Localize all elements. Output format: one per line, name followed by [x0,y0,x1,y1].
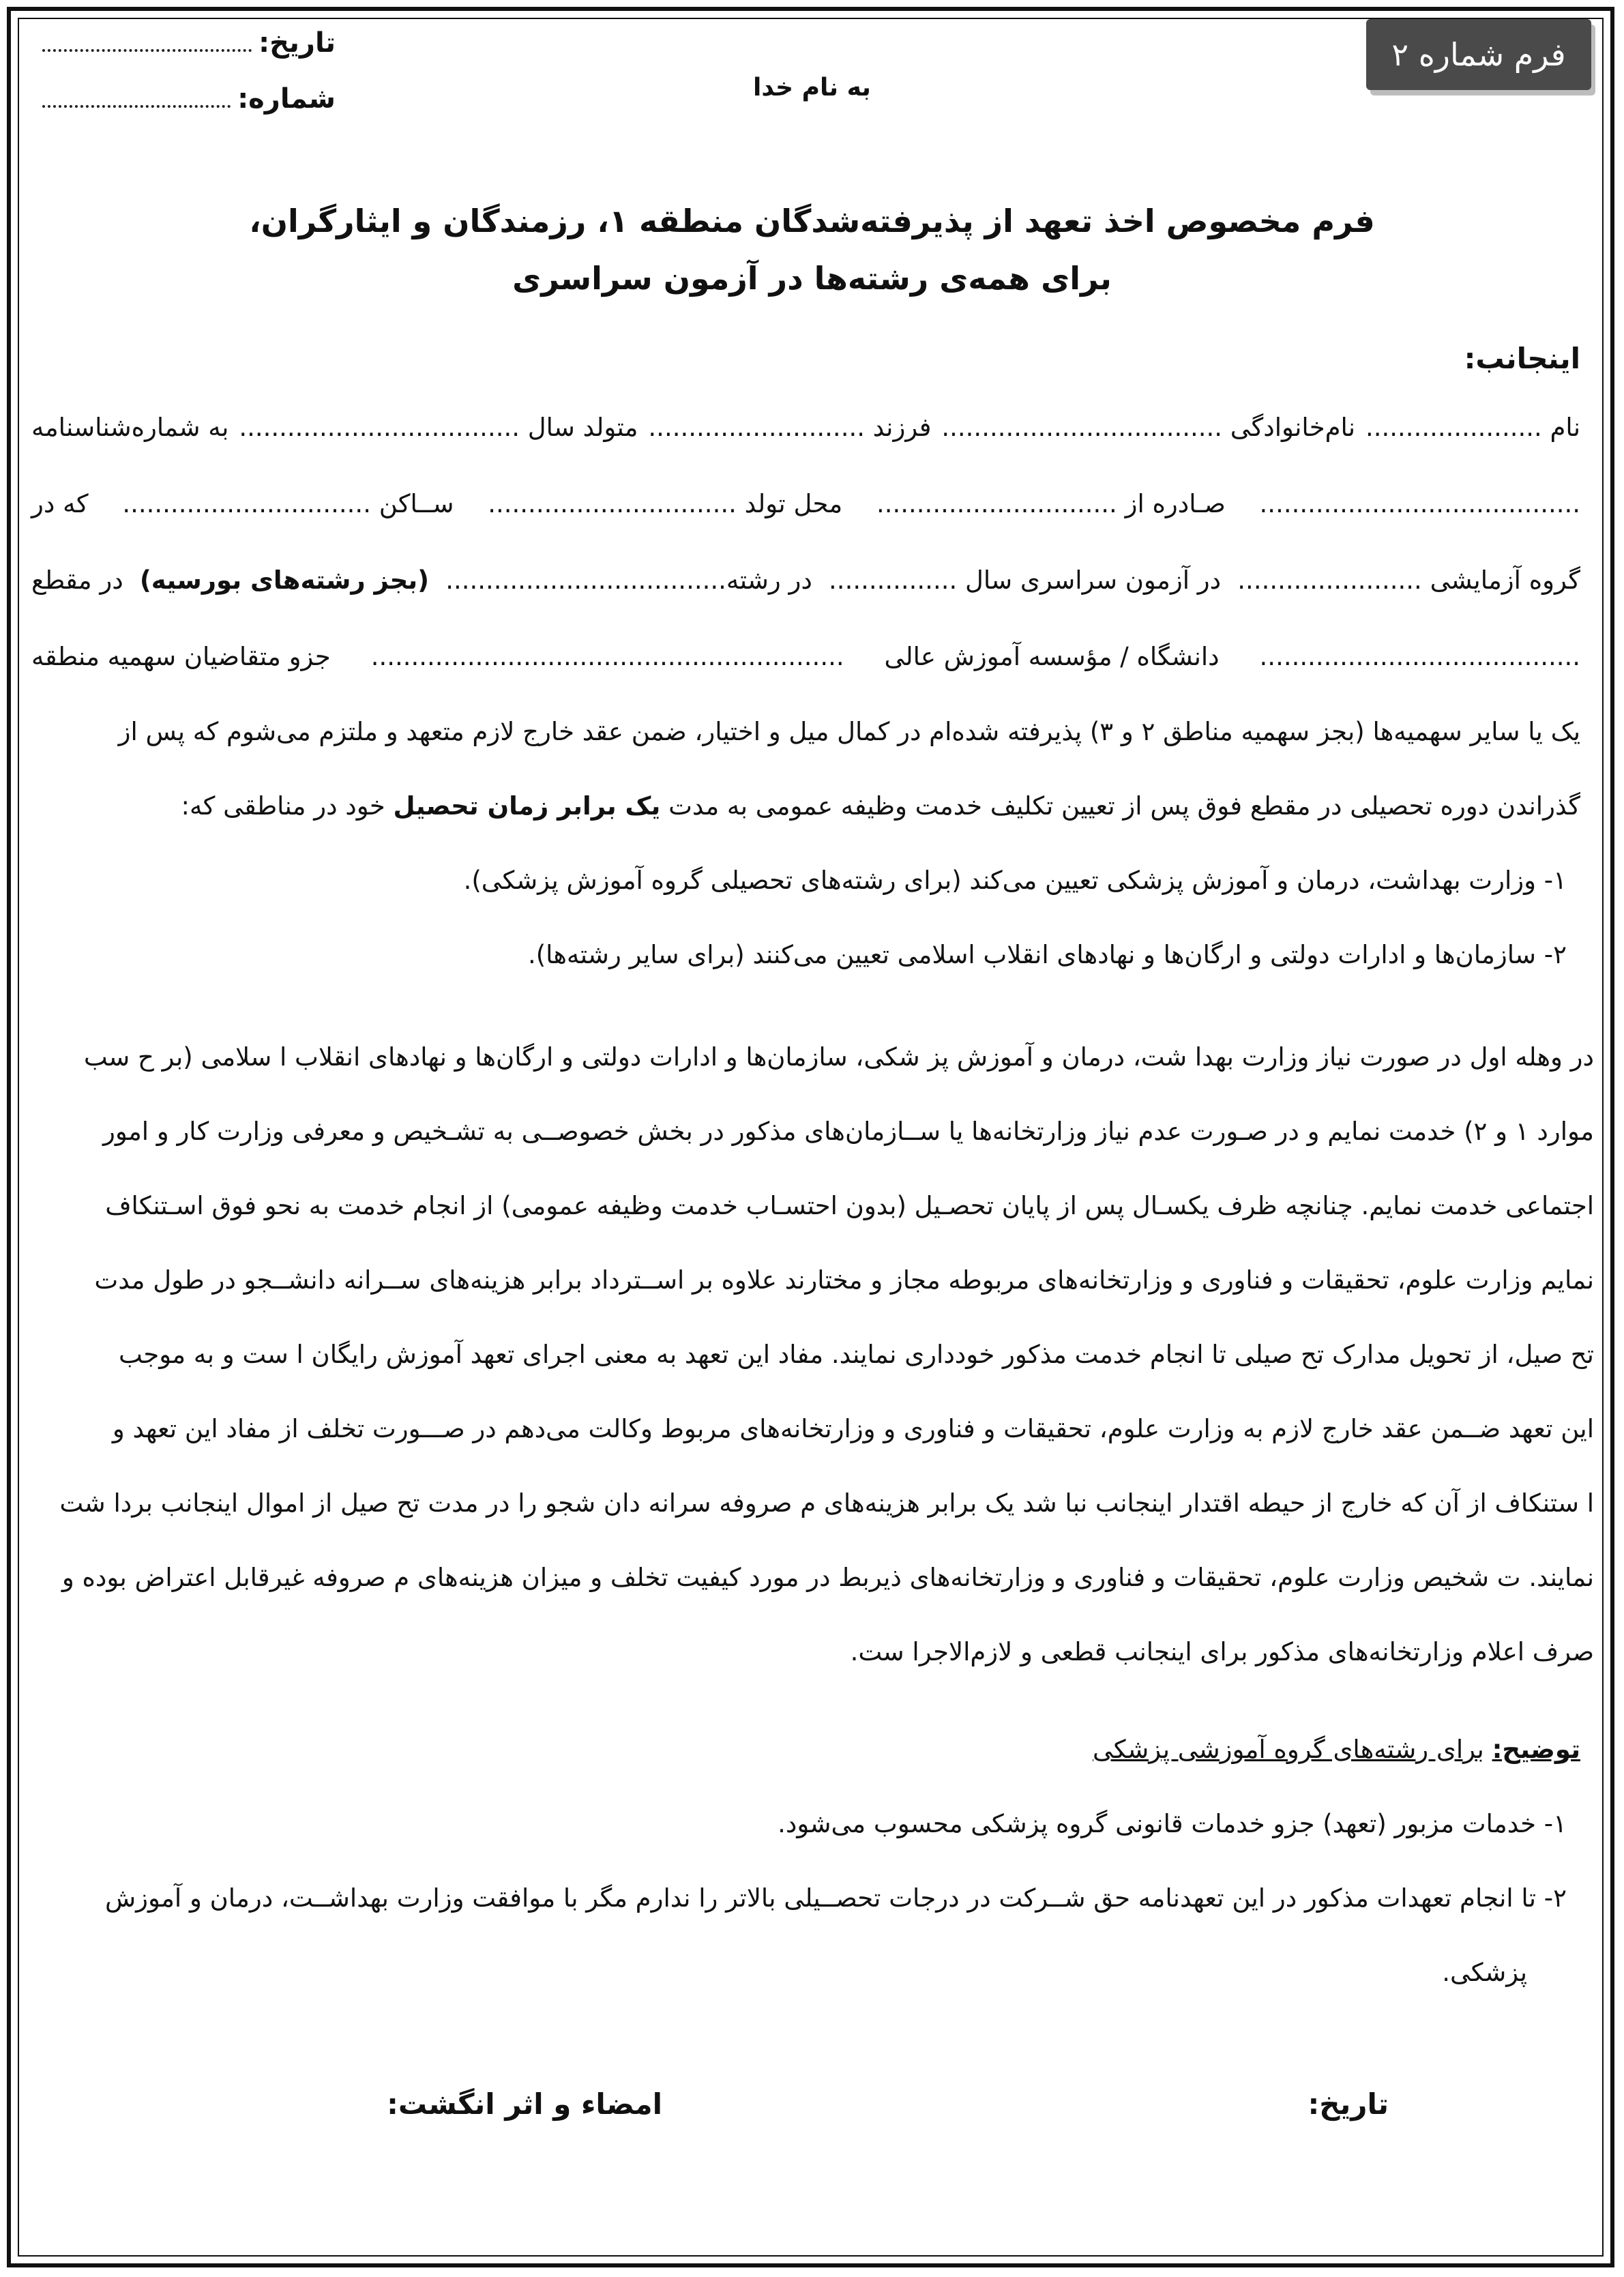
form-number-badge: فرم شماره ۲ [1366,19,1591,90]
field-id-number: به شماره‌شناسنامه [31,412,229,442]
main-line: در وهله اول در صورت نیاز وزارت بهدا شت، درمان و آموزش پز شکی، سازمان‌ها و ادارات دولتی و ارگان‌ها و نهادهای انقلاب ا سلامی (بر ح سب [83,1042,1594,1072]
date-label: تاریخ: [259,27,336,59]
field-excluding-scholarship: (بجز رشته‌های بورسیه) [139,565,430,595]
declarant-label: اینجانب: [1464,341,1580,375]
field-university-blank: ........................................................... [370,641,844,671]
field-birth-year: متولد سال ................................... [239,412,638,442]
main-line: تح صیل، از تحویل مدارک تح صیلی تا انجام خدمت مذکور خودداری نمایند. مفاد این تعهد به معنی اجرای تعهد آموزش رایگان ا ست و به موجب [118,1340,1594,1369]
signature-label: امضاء و اثر انگشت: [387,2087,662,2121]
field-exam-year: در آزمون سراسری سال ................ [829,565,1222,595]
form-body [31,327,1580,992]
commitment-item-1: ۱- وزارت بهداشت، درمان و آموزش پزشکی تعیین می‌کند (برای رشته‌های تحصیلی گروه آموزش پزشکی). [463,866,1567,895]
commitment-item-2: ۲- سازمان‌ها و ادارات دولتی و ارگان‌ها و نهادهای انقلاب اسلامی تعیین می‌کنند (برای سایر رشته‌ها). [527,940,1567,969]
main-line: اجتماعی خدمت نمایم. چنانچه ظرف یکسـال پس از پایان تحصـیل (بدون احتسـاب خدمت وظیفه عمومی) از انجام خدمت به نحو فوق اسـتنکاف [105,1191,1594,1220]
note-heading: توضیح: برای رشته‌های گروه آموزشی پزشکی [1093,1735,1580,1764]
commitment-paragraph [31,694,1580,992]
main-line: موارد ۱ و ۲) خدمت نمایم و در صـورت عدم نیاز وزارتخانه‌ها یا ســازمان‌های مذکور در بخش خصوصــی به تشـخیص و معرفی وزارت کار و امور [102,1117,1594,1146]
title-line-2: برای همه‌ی رشته‌ها در آزمون سراسری [512,260,1112,297]
main-line: این تعهد ضــمن عقد خارج لازم به وزارت علوم، تحقیقات و فناوری و وزارتخانه‌های مربوط وکالت می‌دهم در صـــورت تخلف از مفاد این تعهد و [112,1414,1594,1443]
field-degree-level: در مقطع [31,565,123,595]
field-major: در رشته................................... [445,565,812,595]
note-item-1: ۱- خدمات مزبور (تعهد) جزو خدمات قانونی گروه پزشکی محسوب می‌شود. [778,1809,1567,1838]
date-blank [42,31,252,52]
main-paragraph [23,1020,1594,1689]
title-line-1: فرم مخصوص اخذ تعهد از پذیرفته‌شدگان منطقه ۱، رزمندگان و ایثارگران، [249,203,1375,239]
field-row-1 [31,389,1580,465]
field-row-4 [31,618,1580,694]
main-line: ا ستنکاف از آن که خارج از حیطه اقتدار اینجانب نبا شد یک برابر هزینه‌های م صروفه سرانه دان شجو را در مدت تح صیل از اموال اینجانب بردا شت [59,1488,1594,1518]
field-exam-group: گروه آزمایشی ....................... [1237,565,1580,595]
field-row-3 [31,542,1580,618]
field-university: دانشگاه / مؤسسه آموزش عالی [884,641,1220,671]
note-item-2-cont: پزشکی. [1442,1958,1527,1987]
field-which-in: که در [31,488,89,518]
field-family-name: نام‌خانوادگی ................................... [941,412,1356,442]
field-region-quota: جزو متقاضیان سهمیه منطقه [31,641,331,671]
note-section [31,1712,1580,2010]
field-resident: ســاکن ............................... [122,488,454,518]
main-line: نمایم وزارت علوم، تحقیقات و فناوری و وزارتخانه‌های مربوطه مجاز و مختارند علاوه بر اســترداد برابر هزینه‌های ســرانه دانشــجو در طول مدت [94,1265,1594,1295]
signature-date-label: تاریخ: [1308,2087,1389,2121]
commitment-line-2: گذراندن دوره تحصیلی در مقطع فوق پس از تعیین تکلیف خدمت وظیفه عمومی به مدت یک برابر زمان تحصیل خود در مناطقی که: [181,791,1580,821]
note-item-2: ۲- تا انجام تعهدات مذکور در این تعهدنامه حق شــرکت در درجات تحصــیلی بالاتر را ندارم مگر با موافقت وزارت بهداشــت، درمان و آموزش [104,1883,1567,1913]
field-name: نام ...................... [1365,412,1580,442]
form-title [136,192,1488,307]
declarant-row [31,327,1580,389]
field-birth-place: محل تولد ............................... [488,488,843,518]
field-issued-from: صـادره از .............................. [876,488,1226,518]
main-line: نمایند. ت شخیص وزارت علوم، تحقیقات و فناوری و وزارتخانه‌های ذیربط در مورد کیفیت تخلف و میزان هزینه‌های م صروفه غیرقابل اعتراض بوده و [61,1563,1594,1592]
field-id-blank: ........................................ [1259,488,1580,518]
field-father-name: فرزند ........................... [648,412,932,442]
field-row-2 [31,465,1580,542]
number-label: شماره: [237,83,336,115]
field-degree-blank: ........................................ [1259,641,1580,671]
commitment-line-1: یک یا سایر سهمیه‌ها (بجز سهمیه مناطق ۲ و ۳) پذیرفته شده‌ام در کمال میل و اختیار، ضمن عقد خارج لازم متعهد و ملتزم می‌شوم که پس از [118,717,1580,746]
main-line: صرف اعلام وزارتخانه‌های مذکور برای اینجانب قطعی و لازم‌الاجرا ست. [850,1637,1594,1666]
basmala: به نام خدا [753,74,871,102]
